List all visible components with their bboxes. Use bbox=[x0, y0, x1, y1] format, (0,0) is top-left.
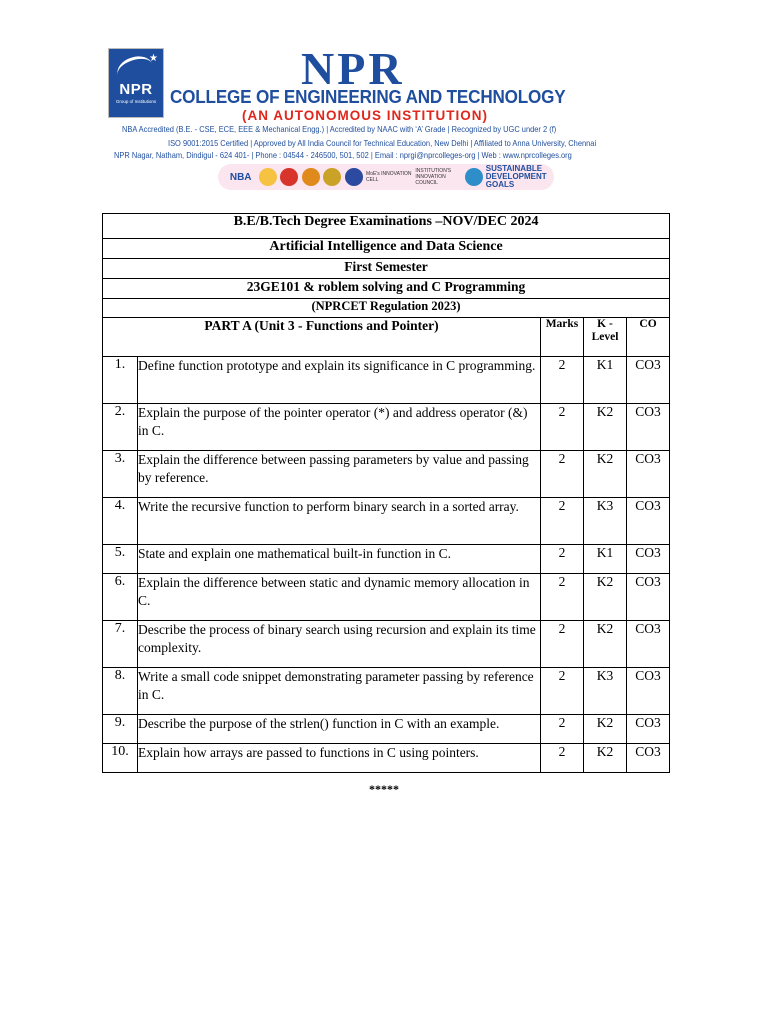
question-marks: 2 bbox=[541, 498, 584, 545]
question-co: CO3 bbox=[627, 357, 670, 404]
regulation-label: (NPRCET Regulation 2023) bbox=[103, 299, 670, 318]
marks-header: Marks bbox=[541, 318, 584, 357]
autonomous-label: (AN AUTONOMOUS INSTITUTION) bbox=[242, 108, 488, 123]
college-name: COLLEGE OF ENGINEERING AND TECHNOLOGY bbox=[170, 86, 566, 107]
question-co: CO3 bbox=[627, 668, 670, 715]
ugc-seal-icon bbox=[280, 168, 298, 186]
question-row bbox=[103, 451, 670, 498]
question-marks: 2 bbox=[541, 668, 584, 715]
course-title: 23GE101 & roblem solving and C Programming bbox=[103, 279, 670, 299]
exam-question-table bbox=[102, 213, 670, 773]
question-number: 3. bbox=[103, 451, 138, 498]
question-number: 2. bbox=[103, 404, 138, 451]
k-level-header: K - Level bbox=[584, 318, 627, 357]
approval-line: ISO 9001:2015 Certified | Approved by All India Council for Technical Education, New Delhi | Affiliated to Anna University, Chennai bbox=[168, 138, 597, 148]
question-k-level: K2 bbox=[584, 404, 627, 451]
column-header-row bbox=[103, 318, 670, 357]
sdg-wheel-icon bbox=[465, 168, 483, 186]
question-number: 7. bbox=[103, 621, 138, 668]
question-text: Write the recursive function to perform binary search in a sorted array. bbox=[138, 498, 541, 545]
question-row bbox=[103, 574, 670, 621]
question-k-level: K1 bbox=[584, 545, 627, 574]
question-marks: 2 bbox=[541, 715, 584, 744]
department-name: Artificial Intelligence and Data Science bbox=[103, 239, 670, 259]
question-marks: 2 bbox=[541, 545, 584, 574]
question-co: CO3 bbox=[627, 715, 670, 744]
end-of-paper-mark: ***** bbox=[369, 782, 399, 796]
question-co: CO3 bbox=[627, 404, 670, 451]
contact-line: NPR Nagar, Natham, Dindigul - 624 401- | Phone : 04544 - 246500, 501, 502 | Email : nprgi@nprcolleges-org | Web : www.nprcolleges.org bbox=[114, 150, 572, 160]
question-k-level: K2 bbox=[584, 744, 627, 773]
naac-seal-icon bbox=[259, 168, 277, 186]
logo-text: NPR bbox=[119, 81, 153, 98]
question-number: 6. bbox=[103, 574, 138, 621]
question-row bbox=[103, 744, 670, 773]
innovation-council-badge: INSTITUTION'S INNOVATION COUNCIL bbox=[415, 168, 452, 186]
question-k-level: K3 bbox=[584, 498, 627, 545]
question-marks: 2 bbox=[541, 574, 584, 621]
sdg-badge: SUSTAINABLE DEVELOPMENT GOALS bbox=[485, 164, 547, 189]
anna-university-seal-icon bbox=[323, 168, 341, 186]
question-row bbox=[103, 668, 670, 715]
co-header: CO bbox=[627, 318, 670, 357]
question-row bbox=[103, 545, 670, 574]
question-marks: 2 bbox=[541, 357, 584, 404]
question-co: CO3 bbox=[627, 621, 670, 668]
question-row bbox=[103, 621, 670, 668]
question-marks: 2 bbox=[541, 404, 584, 451]
question-co: CO3 bbox=[627, 744, 670, 773]
question-co: CO3 bbox=[627, 545, 670, 574]
question-number: 4. bbox=[103, 498, 138, 545]
question-k-level: K3 bbox=[584, 668, 627, 715]
question-k-level: K1 bbox=[584, 357, 627, 404]
iso-seal-icon bbox=[345, 168, 363, 186]
question-text: State and explain one mathematical built-in function in C. bbox=[138, 545, 541, 574]
innovation-cell-badge: MoE's INNOVATION CELL bbox=[366, 171, 412, 183]
question-number: 9. bbox=[103, 715, 138, 744]
question-number: 1. bbox=[103, 357, 138, 404]
accreditation-line: NBA Accredited (B.E. - CSE, ECE, EEE & Mechanical Engg.) | Accredited by NAAC with ‘A’ Grade | Recognized by UGC under 2 (f) bbox=[122, 124, 557, 134]
question-row bbox=[103, 404, 670, 451]
question-row bbox=[103, 498, 670, 545]
question-text: Explain the difference between passing parameters by value and passing by reference. bbox=[138, 451, 541, 498]
question-number: 5. bbox=[103, 545, 138, 574]
nba-badge: NBA bbox=[229, 171, 252, 183]
logo-tagline: Reach the Star bbox=[118, 110, 154, 116]
college-header bbox=[106, 43, 646, 192]
question-number: 8. bbox=[103, 668, 138, 715]
college-logo bbox=[108, 48, 164, 118]
logo-star-icon: ★ bbox=[149, 53, 158, 64]
question-text: Describe the purpose of the strlen() function in C with an example. bbox=[138, 715, 541, 744]
question-number: 10. bbox=[103, 744, 138, 773]
question-k-level: K2 bbox=[584, 621, 627, 668]
question-co: CO3 bbox=[627, 498, 670, 545]
question-marks: 2 bbox=[541, 744, 584, 773]
question-k-level: K2 bbox=[584, 574, 627, 621]
question-text: Explain the difference between static and dynamic memory allocation in C. bbox=[138, 574, 541, 621]
question-text: Write a small code snippet demonstrating parameter passing by reference in C. bbox=[138, 668, 541, 715]
accreditation-badges bbox=[218, 164, 554, 190]
question-marks: 2 bbox=[541, 451, 584, 498]
aicte-seal-icon bbox=[302, 168, 320, 186]
question-text: Define function prototype and explain its significance in C programming. bbox=[138, 357, 541, 404]
npr-wordmark: NPR bbox=[301, 43, 405, 94]
logo-subtitle: Group of Institutions bbox=[115, 99, 157, 104]
semester-label: First Semester bbox=[103, 259, 670, 279]
exam-title: B.E/B.Tech Degree Examinations –NOV/DEC 2024 bbox=[103, 214, 670, 239]
question-k-level: K2 bbox=[584, 715, 627, 744]
question-text: Explain the purpose of the pointer operator (*) and address operator (&) in C. bbox=[138, 404, 541, 451]
question-co: CO3 bbox=[627, 451, 670, 498]
question-row bbox=[103, 357, 670, 404]
part-heading: PART A (Unit 3 - Functions and Pointer) bbox=[103, 318, 541, 357]
question-marks: 2 bbox=[541, 621, 584, 668]
question-k-level: K2 bbox=[584, 451, 627, 498]
question-row bbox=[103, 715, 670, 744]
question-text: Explain how arrays are passed to functions in C using pointers. bbox=[138, 744, 541, 773]
question-co: CO3 bbox=[627, 574, 670, 621]
question-text: Describe the process of binary search using recursion and explain its time complexity. bbox=[138, 621, 541, 668]
